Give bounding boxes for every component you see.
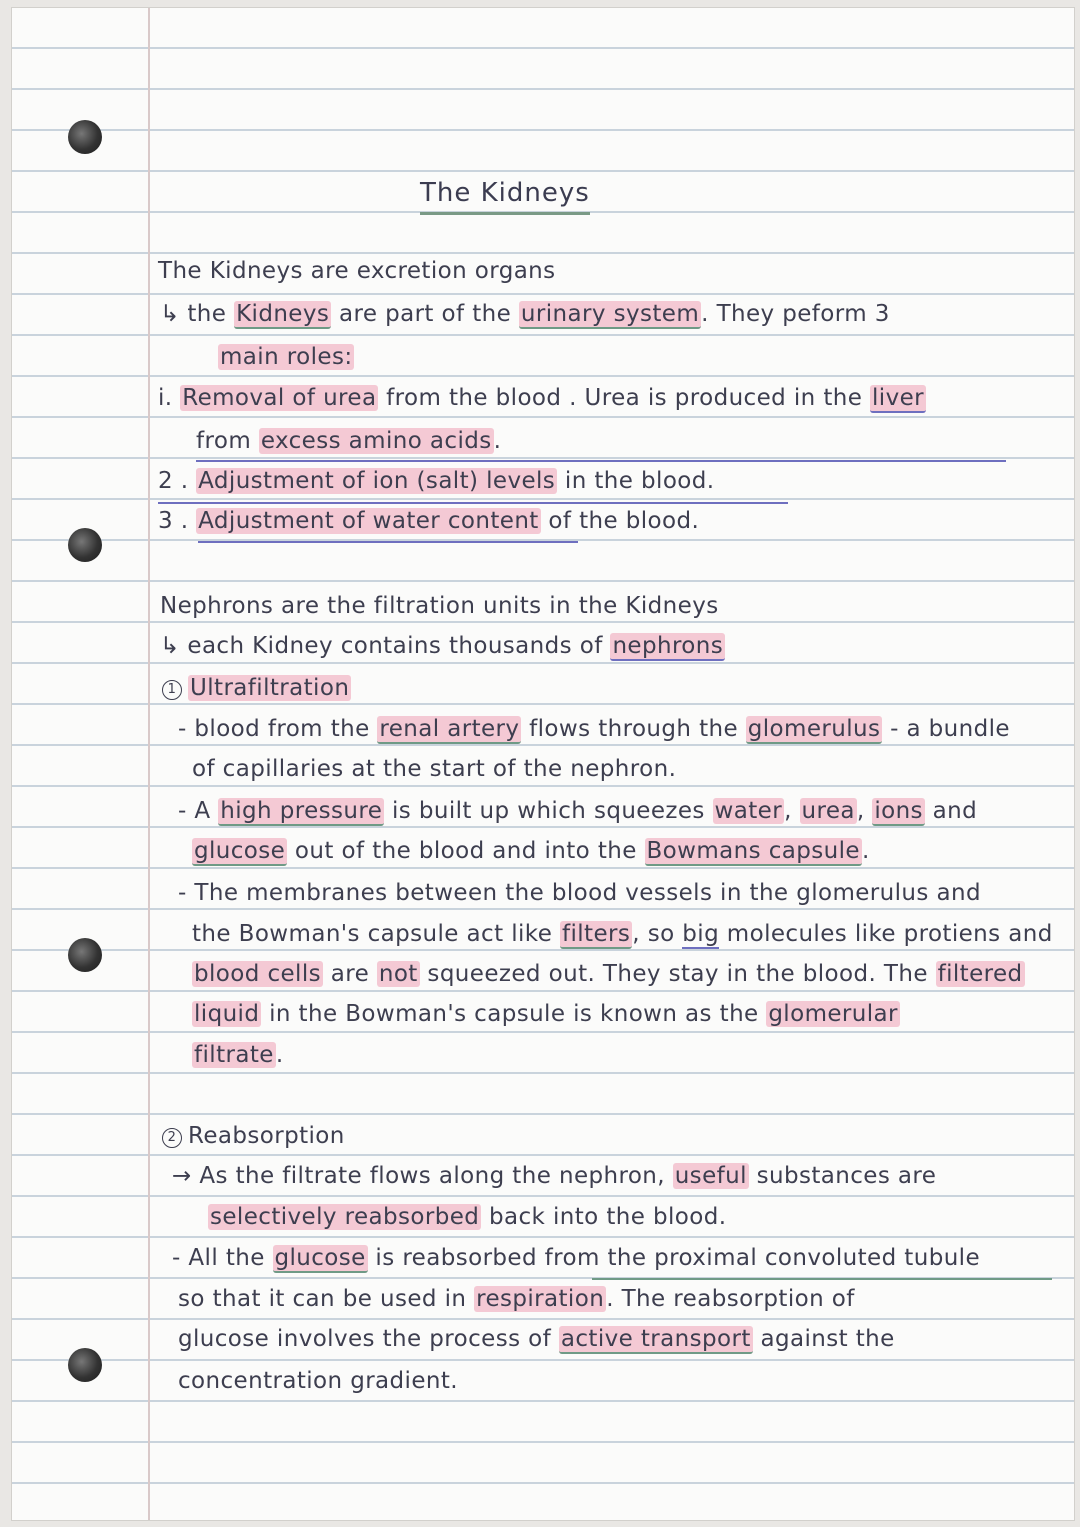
reabsorption-line-5: glucose involves the process of active transport against the [178, 1326, 895, 1352]
intro-line: The Kidneys are excretion organs [158, 258, 556, 284]
highlight: water [714, 798, 783, 824]
role-3: 3 . Adjustment of water content of the blood. [158, 508, 700, 534]
highlight: active transport [560, 1326, 751, 1352]
highlight: urinary system [520, 301, 700, 327]
number-circle: 1 [162, 680, 182, 700]
highlight: glucose [194, 838, 286, 864]
nephrons-intro: Nephrons are the filtration units in the Kidneys [160, 593, 719, 619]
bullet-3b: the Bowman's capsule act like filters, so big molecules like protiens and [192, 921, 1053, 947]
notebook-page: The Kidneys The Kidneys are excretion organs ↳ the Kidneys are part of the urinary system. They peform 3 main roles: i. Removal of urea from the blood . Urea is produced in the liver from excess amino acids. 2 . Adjustment of ion (salt) levels in the blood. 3 . Adjustment of water content of the blood. Nephrons are the filtration units in the Kidneys ↳ each Kidney contains thousands of nephrons 1 Ultrafiltration - blood from the renal artery flows through the glomerulus - a bundle of capillaries at the start of the nephron. - A high pressure is built up which squeezes water, urea, ions and glucose out of the blood and into the Bowmans capsule. - The membranes between the blood vessels in the glomerulus and the Bowman's capsule act like filters, so big molecules like protiens and blood cells are not squeezed out. They stay in the blood. The filtered liquid in the Bowman's capsule is known as the glomerular filtrate. 2 Reabsorption → As the filtrate flows along the nephron, useful substances are selectively reabsorbed back into the blood. - All the glucose is reabsorbed from the proximal convoluted tubule so that it can be used in respiration. The reabsorption of glucose involves the process of active transport against the concentration gradient. [12, 8, 1074, 1520]
role-1: i. Removal of urea from the blood . Urea is produced in the liver [158, 385, 924, 411]
bullet-1a: - blood from the renal artery flows through the glomerulus - a bundle [178, 716, 1010, 742]
highlight: filtrate [194, 1042, 274, 1068]
bullet-3a: - The membranes between the blood vessels in the glomerulus and [178, 880, 981, 906]
highlight: urea [801, 798, 855, 824]
punch-hole [68, 938, 102, 972]
underline [158, 502, 788, 504]
highlight: Removal of urea [182, 385, 377, 411]
kidneys-roles-line: ↳ the Kidneys are part of the urinary system. They peform 3 [160, 301, 890, 327]
role-2: 2 . Adjustment of ion (salt) levels in the blood. [158, 468, 715, 494]
punch-hole [68, 120, 102, 154]
highlight: filters [561, 921, 631, 947]
highlight: useful [674, 1163, 747, 1189]
highlight: glomerular [768, 1001, 898, 1027]
highlight: not [378, 961, 418, 987]
underline-word: big [682, 921, 720, 947]
reabsorption-line-3: - All the glucose is reabsorbed from the proximal convoluted tubule [172, 1245, 981, 1271]
underline [592, 1278, 1052, 1280]
bullet-3c: blood cells are not squeezed out. They stay in the blood. The filtered [194, 961, 1023, 987]
heading-reabsorption: 2 Reabsorption [162, 1123, 345, 1149]
highlight: Adjustment of ion (salt) levels [198, 468, 556, 494]
arrow-icon: ↳ [160, 301, 180, 327]
reabsorption-line-2: selectively reabsorbed back into the blood. [210, 1204, 727, 1230]
bullet-3d: liquid in the Bowman's capsule is known as the glomerular [194, 1001, 898, 1027]
highlight: Kidneys [236, 301, 330, 327]
highlight: ions [874, 798, 923, 824]
bullet-2a: - A high pressure is built up which squeezes water, urea, ions and [178, 798, 978, 824]
underline [196, 460, 1006, 462]
bullet-1b: of capillaries at the start of the nephron. [192, 756, 677, 782]
highlight: high pressure [220, 798, 383, 824]
underline [198, 541, 578, 543]
highlight: glucose [274, 1245, 366, 1271]
highlight: renal artery [379, 716, 520, 742]
highlight: Ultrafiltration [190, 675, 350, 701]
margin-line [148, 8, 150, 1520]
highlight: liquid [194, 1001, 260, 1027]
highlight: filtered [937, 961, 1023, 987]
reabsorption-line-6: concentration gradient. [178, 1368, 459, 1394]
highlight: main roles: [220, 344, 353, 370]
arrow-icon: ↳ [160, 633, 180, 659]
bullet-3e: filtrate. [194, 1042, 284, 1068]
highlight: respiration [476, 1286, 605, 1312]
arrow-icon: → [172, 1163, 192, 1189]
number-circle: 2 [162, 1128, 182, 1148]
bullet-2b: glucose out of the blood and into the Bowmans capsule. [194, 838, 870, 864]
highlight: excess amino acids [260, 428, 492, 454]
highlight: liver [872, 385, 924, 411]
highlight: blood cells [194, 961, 322, 987]
nephrons-count-line: ↳ each Kidney contains thousands of nephrons [160, 633, 724, 659]
page-title: The Kidneys [420, 178, 590, 215]
highlight: Adjustment of water content [198, 508, 539, 534]
highlight: glomerulus [747, 716, 881, 742]
highlight: nephrons [612, 633, 724, 659]
heading-ultrafiltration [162, 675, 351, 701]
punch-hole [68, 528, 102, 562]
highlight: selectively reabsorbed [210, 1204, 480, 1230]
highlight: Bowmans capsule [646, 838, 860, 864]
reabsorption-line-1: → As the filtrate flows along the nephron, useful substances are [172, 1163, 937, 1189]
punch-hole [68, 1348, 102, 1382]
reabsorption-line-4: so that it can be used in respiration. The reabsorption of [178, 1286, 855, 1312]
